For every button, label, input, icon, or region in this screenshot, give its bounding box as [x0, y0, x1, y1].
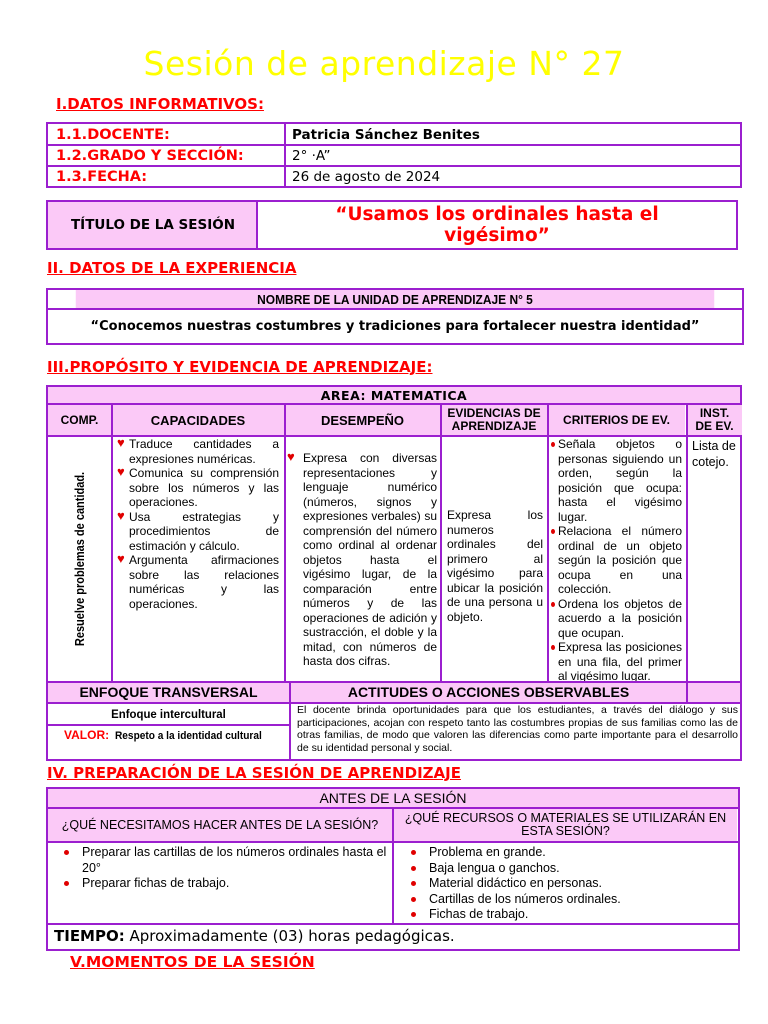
- header-evidencias: EVIDENCIAS DE APRENDIZAJE: [441, 405, 547, 435]
- desempeno-text: Expresa con diversas representaciones y lenguaje numérico (números, signos y expresiones verbales) su comprensión del número como ordinal al ordenar objetos hasta el vigésimo lugar, de la comparación entre números y de las operaciones de adición y sustracción, el doble y la mitad, con números de hasta dos cifras.: [303, 451, 437, 668]
- section-preparacion-heading: IV. PREPARACIÓN DE LA SESIÓN DE APRENDIZAJE: [47, 764, 461, 782]
- datos-value: 2° ·A”: [292, 147, 331, 164]
- header-capacidades: CAPACIDADES: [112, 405, 284, 435]
- section-proposito-heading: III.PROPÓSITO Y EVIDENCIA DE APRENDIZAJE:: [47, 358, 433, 376]
- antes-left-list: [48, 845, 388, 892]
- area-table: [46, 385, 742, 761]
- header-inst: INST. DE EV.: [687, 405, 742, 435]
- session-title-value: “Usamos los ordinales hasta el vigésimo”: [335, 204, 659, 246]
- actitud-text: El docente brinda oportunidades para que los estudiantes, a través del diálogo y sus participaciones, acojan con respeto tanto las costumbres propias de sus familias como las de otras familias, de modo que valoren las diferencias como parte importante para el desarrollo de su identidad personal y social.: [297, 704, 738, 754]
- antes-question-left: ¿QUÉ NECESITAMOS HACER ANTES DE LA SESIÓN?: [48, 809, 392, 841]
- list-item: Preparar fichas de trabajo.: [48, 876, 388, 892]
- list-item: Problema en grande.: [395, 845, 735, 861]
- list-item: Preparar las cartillas de los números ordinales hasta el 20°: [48, 845, 388, 876]
- tiempo-value: Aproximadamente (03) horas pedagógicas.: [129, 927, 455, 945]
- capacidades-list: [117, 437, 279, 611]
- unidad-header: NOMBRE DE LA UNIDAD DE APRENDIZAJE N° 5: [76, 290, 714, 309]
- header-criterios: CRITERIOS DE EV.: [548, 405, 685, 435]
- heart-bullet-icon: ♥: [117, 507, 125, 523]
- evidencia-text: Expresa los numeros ordinales del primero al vigésimo para ubicar la posición de una persona u objeto.: [447, 508, 543, 624]
- datos-row-fecha: [48, 166, 740, 187]
- antes-right-list: [395, 845, 735, 923]
- section-momentos-heading: V.MOMENTOS DE LA SESIÓN: [70, 953, 315, 971]
- list-item: ♥ Comunica su comprensión sobre los números y las operaciones.: [117, 464, 279, 509]
- antes-question-right: ¿QUÉ RECURSOS O MATERIALES SE UTILIZARÁN EN ESTA SESIÓN?: [394, 809, 737, 841]
- list-item: Fichas de trabajo.: [395, 907, 735, 923]
- page-title: Sesión de aprendizaje N° 27: [143, 44, 625, 83]
- valor-row: [64, 728, 288, 742]
- list-item: Ordena los objetos de acuerdo a la posición que ocupan.: [551, 597, 682, 641]
- session-title-label: TÍTULO DE LA SESIÓN: [48, 202, 258, 248]
- datos-label: 1.1.DOCENTE:: [56, 126, 170, 143]
- datos-value: Patricia Sánchez Benites: [292, 126, 480, 143]
- list-item: ♥ Traduce cantidades a expresiones numéricas.: [117, 435, 279, 466]
- antes-table: [46, 787, 740, 951]
- datos-table: [46, 122, 742, 188]
- criterios-list: [551, 437, 682, 684]
- valor-text: Respeto a la identidad cultural: [115, 730, 262, 742]
- enfoque-name: Enfoque intercultural: [111, 706, 226, 721]
- datos-row-docente: [48, 124, 740, 145]
- session-title-box: [46, 200, 738, 250]
- list-item: Relaciona el número ordinal de un objeto según la posición que ocupa en una colección.: [551, 524, 682, 597]
- desempeno-cell: [287, 451, 437, 669]
- unidad-table: [46, 288, 744, 345]
- datos-label: 1.2.GRADO Y SECCIÓN:: [56, 147, 244, 164]
- area-title: AREA: MATEMATICA: [48, 387, 740, 404]
- list-item: Cartillas de los números ordinales.: [395, 892, 735, 908]
- list-item: ♥ Argumenta afirmaciones sobre las relaciones numéricas y las operaciones.: [117, 551, 279, 611]
- heart-bullet-icon: ♥: [117, 435, 125, 450]
- list-item: ♥ Usa estrategias y procedimientos de estimación y cálculo.: [117, 507, 279, 553]
- heart-bullet-icon: ♥: [117, 551, 125, 566]
- list-item: Señala objetos o personas siguiendo un orden, según la posición que ocupa: hasta el vigésimo lugar.: [551, 437, 682, 524]
- list-item: Expresa las posiciones en una fila, del primer al vigésimo lugar.: [551, 640, 682, 684]
- unidad-name: “Conocemos nuestras costumbres y tradiciones para fortalecer nuestra identidad”: [90, 318, 700, 334]
- competencia-cell: [48, 437, 111, 681]
- enfoque-header: ENFOQUE TRANSVERSAL: [79, 684, 258, 700]
- instrumento-text: Lista de cotejo.: [692, 439, 736, 469]
- datos-row-grado: [48, 145, 740, 166]
- list-item: Baja lengua o ganchos.: [395, 861, 735, 877]
- list-item: Material didáctico en personas.: [395, 876, 735, 892]
- datos-value: 26 de agosto de 2024: [292, 168, 441, 185]
- section-experiencia-heading: II. DATOS DE LA EXPERIENCIA: [47, 259, 297, 277]
- actitudes-header: ACTITUDES O ACCIONES OBSERVABLES: [347, 684, 630, 700]
- heart-bullet-icon: ♥: [117, 464, 125, 479]
- heart-bullet-icon: ♥: [287, 449, 295, 464]
- valor-label: VALOR:: [64, 728, 110, 742]
- datos-label: 1.3.FECHA:: [56, 168, 148, 185]
- section-datos-heading: I.DATOS INFORMATIVOS:: [56, 95, 264, 113]
- header-comp: COMP.: [48, 405, 111, 435]
- competencia-text: Resuelve problemas de cantidad.: [72, 471, 87, 647]
- tiempo-row: [54, 927, 455, 945]
- header-desempeno: DESEMPEÑO: [285, 405, 440, 435]
- tiempo-label: TIEMPO:: [54, 927, 125, 945]
- antes-header: ANTES DE LA SESIÓN: [48, 789, 738, 808]
